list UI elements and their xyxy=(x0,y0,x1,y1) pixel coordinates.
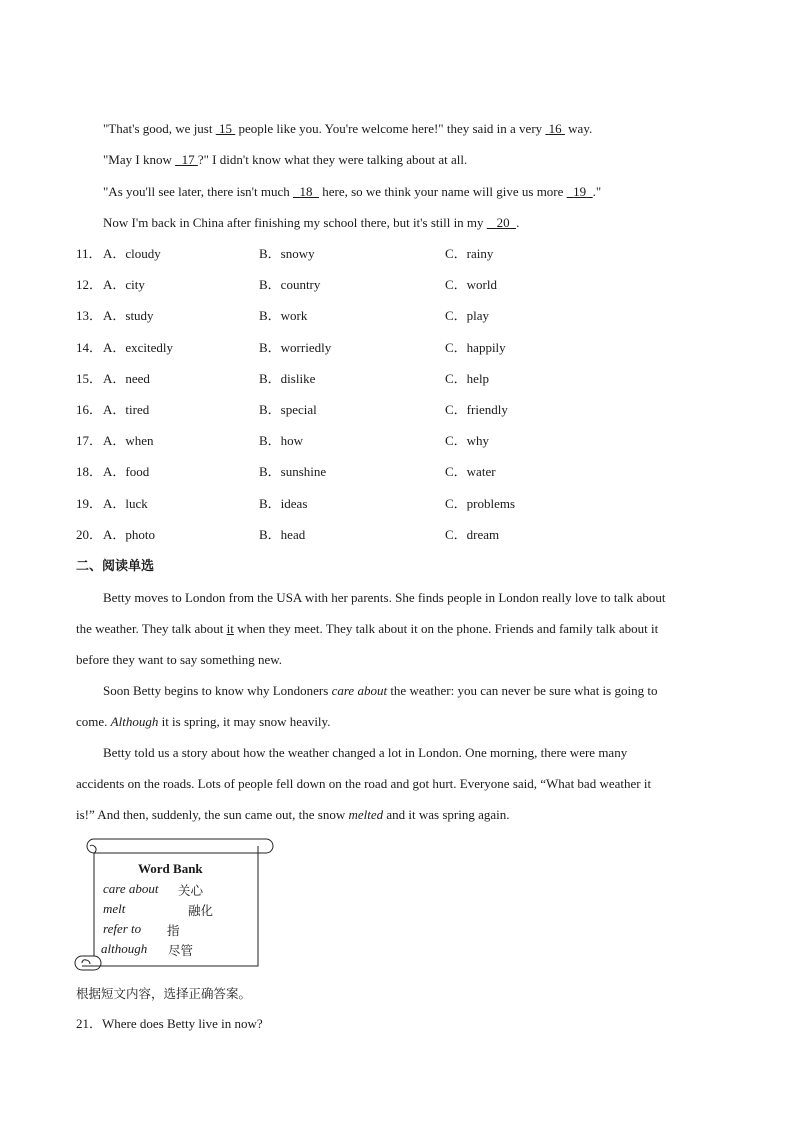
cloze-text: here, so we think your name will give us more xyxy=(318,184,567,199)
option-a[interactable]: A．excitedly xyxy=(103,340,174,355)
question-number: 19． xyxy=(76,496,103,511)
blank-20: 20 xyxy=(496,215,510,230)
word-bank xyxy=(74,836,276,972)
reading-line: before they want to say something new. xyxy=(76,652,283,667)
option-c[interactable]: C．world xyxy=(445,277,498,292)
question-number: 17． xyxy=(76,433,103,448)
blank-16: 16 xyxy=(548,121,562,136)
option-c[interactable]: C．play xyxy=(445,308,490,323)
option-c[interactable]: C．help xyxy=(445,371,490,386)
underlined-word: it xyxy=(226,621,234,636)
reading-line: Soon Betty begins to know why Londoners care about the weather: you can never be sure what is going to xyxy=(103,683,658,698)
option-c[interactable]: C．happily xyxy=(445,340,506,355)
instruction-text: 根据短文内容，选择正确答案。 xyxy=(76,986,252,1001)
blank-17: 17 xyxy=(181,152,195,167)
option-b[interactable]: B．dislike xyxy=(259,371,316,386)
option-b[interactable]: B．how xyxy=(259,433,304,448)
option-b[interactable]: B．ideas xyxy=(259,496,308,511)
question-number: 15． xyxy=(76,371,103,386)
option-b[interactable]: B．snowy xyxy=(259,246,315,261)
option-b[interactable]: B．sunshine xyxy=(259,464,327,479)
word-bank-meaning: 尽管 xyxy=(168,943,194,958)
word-bank-entry: care about xyxy=(103,881,159,896)
reading-line: Betty told us a story about how the weather changed a lot in London. One morning, there were many xyxy=(103,745,628,760)
option-a[interactable]: A．food xyxy=(103,464,150,479)
question-number: 20． xyxy=(76,527,103,542)
option-c[interactable]: C．dream xyxy=(445,527,500,542)
italic-term: melted xyxy=(348,807,384,822)
blank-19: 19 xyxy=(573,184,587,199)
option-a[interactable]: A．when xyxy=(103,433,154,448)
question-number: 16． xyxy=(76,402,103,417)
option-c[interactable]: C．friendly xyxy=(445,402,508,417)
option-c[interactable]: C．problems xyxy=(445,496,516,511)
question-number: 13． xyxy=(76,308,103,323)
question-number: 12． xyxy=(76,277,103,292)
option-c[interactable]: C．rainy xyxy=(445,246,494,261)
italic-term: care about xyxy=(331,683,388,698)
option-a[interactable]: A．city xyxy=(103,277,145,292)
word-bank-meaning: 指 xyxy=(167,923,180,938)
cloze-text: "That's good, we just xyxy=(103,121,216,136)
reading-line: come. Although it is spring, it may snow heavily. xyxy=(76,714,331,729)
option-a[interactable]: A．luck xyxy=(103,496,148,511)
question-21: 21．Where does Betty live in now? xyxy=(76,1016,263,1031)
italic-term: Although xyxy=(110,714,159,729)
word-bank-title: Word Bank xyxy=(138,861,203,876)
option-b[interactable]: B．country xyxy=(259,277,321,292)
question-number: 14． xyxy=(76,340,103,355)
word-bank-meaning: 关心 xyxy=(178,883,204,898)
cloze-text: people like you. You're welcome here!" they said in a very xyxy=(235,121,546,136)
cloze-line-3 xyxy=(103,184,601,200)
option-a[interactable]: A．cloudy xyxy=(103,246,161,261)
section-title: 二、阅读单选 xyxy=(76,559,155,574)
option-a[interactable]: A．study xyxy=(103,308,154,323)
option-b[interactable]: B．special xyxy=(259,402,317,417)
word-bank-entry: melt xyxy=(103,901,126,916)
word-bank-entry: refer to xyxy=(103,921,142,936)
question-number: 18． xyxy=(76,464,103,479)
blank-18: 18 xyxy=(299,184,313,199)
cloze-line-4 xyxy=(103,215,519,231)
option-a[interactable]: A．photo xyxy=(103,527,156,542)
word-bank-meaning: 融化 xyxy=(188,903,214,918)
cloze-text: ?" I didn't know what they were talking about at all. xyxy=(197,152,468,167)
cloze-line-1 xyxy=(103,121,592,137)
option-b[interactable]: B．work xyxy=(259,308,308,323)
option-a[interactable]: A．need xyxy=(103,371,150,386)
reading-line: Betty moves to London from the USA with her parents. She finds people in London really love to talk about xyxy=(103,590,666,605)
cloze-text: ." xyxy=(592,184,602,199)
cloze-text: "May I know xyxy=(103,152,176,167)
option-c[interactable]: C．why xyxy=(445,433,490,448)
blank-15: 15 xyxy=(218,121,232,136)
cloze-text: way. xyxy=(564,121,593,136)
question-number: 11． xyxy=(76,246,102,261)
option-b[interactable]: B．head xyxy=(259,527,306,542)
reading-line: accidents on the roads. Lots of people fell down on the road and got hurt. Everyone said, “What bad weather it xyxy=(76,776,652,791)
word-bank-entry: although xyxy=(101,941,148,956)
reading-line: the weather. They talk about it when they meet. They talk about it on the phone. Friends and family talk about it xyxy=(76,621,659,636)
cloze-text: . xyxy=(516,215,520,230)
cloze-text: "As you'll see later, there isn't much xyxy=(103,184,293,199)
reading-line: is!” And then, suddenly, the sun came out, the snow melted and it was spring again. xyxy=(76,807,510,822)
option-a[interactable]: A．tired xyxy=(103,402,150,417)
cloze-text: Now I'm back in China after finishing my school there, but it's still in my xyxy=(103,215,487,230)
option-c[interactable]: C．water xyxy=(445,464,496,479)
option-b[interactable]: B．worriedly xyxy=(259,340,332,355)
cloze-line-2 xyxy=(103,152,467,168)
